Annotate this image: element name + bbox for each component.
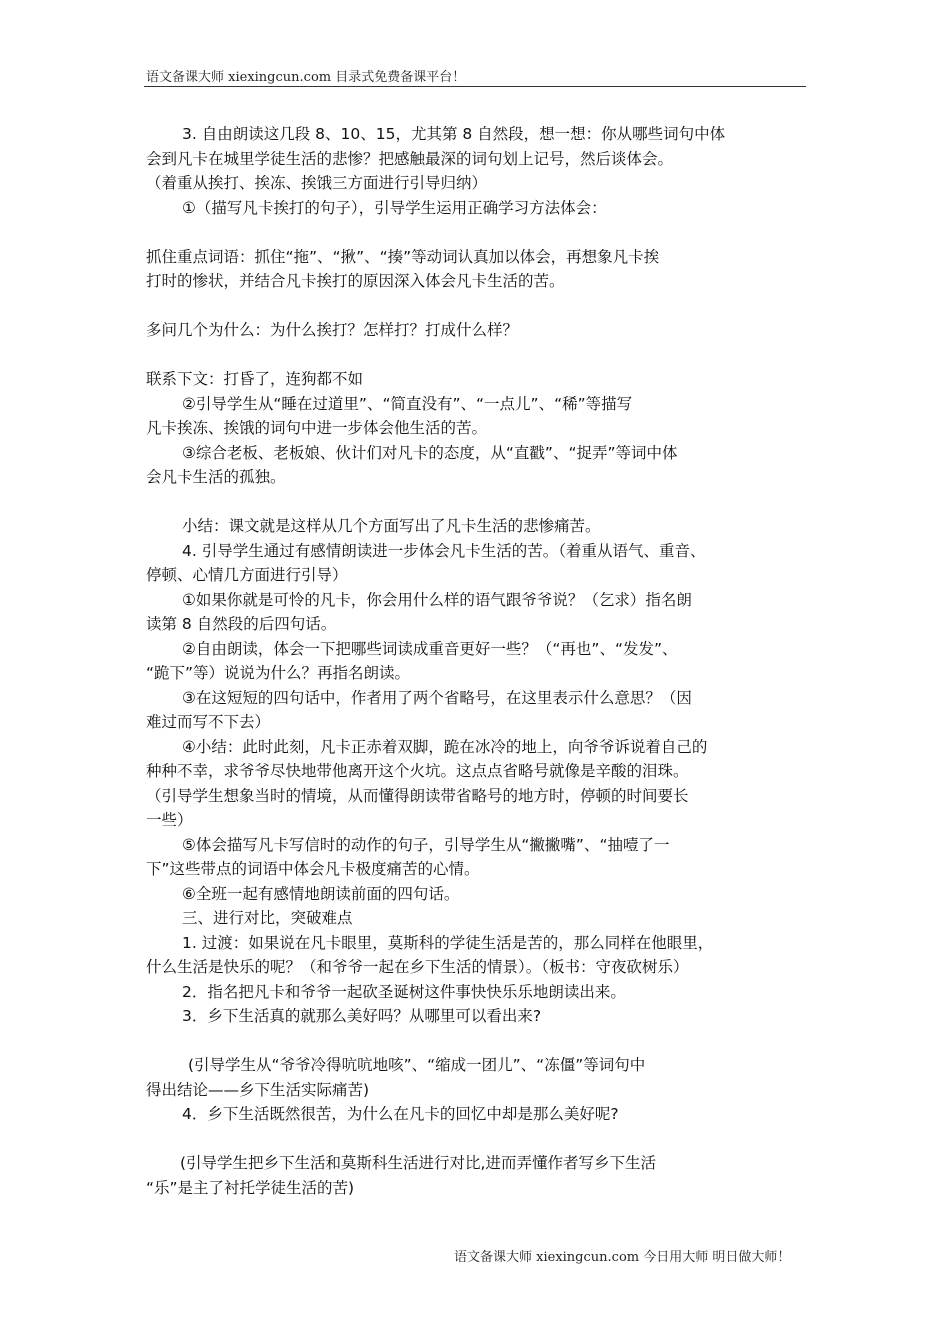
text-line: 1. 过渡：如果说在凡卡眼里，莫斯科的学徒生活是苦的，那么同样在他眼里， [182, 933, 714, 952]
blank-line [146, 1029, 810, 1054]
page-footer: 语文备课大师 xiexingcun.com 今日用大师 明日做大师！ [454, 1250, 791, 1265]
text-line: (引导学生从“爷爷冷得吭吭地咳”、“缩成一团儿”、“冻僵”等词句中 [188, 1056, 646, 1074]
text-line: 3. 自由朗读这几段 8、10、15，尤其第 8 自然段，想一想：你从哪些词句中体 [182, 125, 726, 143]
text-line: 多问几个为什么：为什么挨打？怎样打？打成什么样？ [146, 321, 519, 339]
text-line: 打时的惨状，并结合凡卡挨打的原因深入体会凡卡生活的苦。 [146, 272, 565, 290]
text-line: 抓住重点词语：抓住“拖”、“揪”、“揍”等动词认真加以体会，再想象凡卡挨 [146, 247, 660, 266]
text-line: ③在这短短的四句话中，作者用了两个省略号，在这里表示什么意思？（因 [182, 688, 692, 707]
blank-line [146, 343, 810, 368]
text-line: ⑤体会描写凡卡写信时的动作的句子，引导学生从“撇撇嘴”、“抽噎了一 [182, 835, 670, 854]
text-line: 停顿、心情几方面进行引导） [146, 566, 348, 584]
text-line: ⑥全班一起有感情地朗读前面的四句话。 [182, 884, 460, 903]
text-line: （引导学生想象当时的情境，从而懂得朗读带省略号的地方时，停顿的时间要长 [146, 786, 689, 805]
document-body [146, 122, 810, 1200]
blank-line [146, 220, 810, 245]
text-line: ①如果你就是可怜的凡卡，你会用什么样的语气跟爷爷说？（乞求）指名朗 [182, 590, 692, 609]
text-line: 下”这些带点的词语中体会凡卡极度痛苦的心情。 [146, 860, 480, 878]
text-line: (引导学生把乡下生活和莫斯科生活进行对比,进而弄懂作者写乡下生活 [180, 1154, 656, 1172]
text-line: 种种不幸，求爷爷尽快地带他离开这个火坑。这点点省略号就像是辛酸的泪珠。 [146, 762, 689, 780]
text-line: “乐”是主了衬托学徒生活的苦) [146, 1178, 355, 1197]
text-line: ②自由朗读，体会一下把哪些词读成重音更好一些？（“再也”、“发发”、 [182, 639, 678, 658]
blank-line [146, 1127, 810, 1152]
header-rule [144, 86, 806, 87]
text-line: 会凡卡生活的孤独。 [146, 468, 286, 486]
text-line: （着重从挨打、挨冻、挨饿三方面进行引导归纳） [146, 174, 488, 192]
text-line: ②引导学生从“睡在过道里”、“简直没有”、“一点儿”、“稀”等描写 [182, 394, 633, 413]
text-line: 2．指名把凡卡和爷爷一起砍圣诞树这件事快快乐乐地朗读出来。 [182, 982, 626, 1001]
text-line: “跪下”等）说说为什么？再指名朗读。 [146, 664, 411, 682]
blank-line [146, 490, 810, 515]
text-line: 什么生活是快乐的呢？（和爷爷一起在乡下生活的情景）。（板书：守夜砍树乐） [146, 958, 689, 976]
text-line: ①（描写凡卡挨打的句子），引导学生运用正确学习方法体会： [182, 198, 607, 217]
text-line: 读第 8 自然段的后四句话。 [146, 615, 337, 633]
text-line: 会到凡卡在城里学徒生活的悲惨？把感触最深的词句划上记号，然后谈体会。 [146, 149, 674, 168]
text-line: ③综合老板、老板娘、伙计们对凡卡的态度，从“直戳”、“捉弄”等词中体 [182, 443, 678, 462]
text-line: 小结：课文就是这样从几个方面写出了凡卡生活的悲惨痛苦。 [182, 517, 601, 535]
section-heading: 三、进行对比，突破难点 [182, 909, 353, 927]
blank-line [146, 294, 810, 319]
text-line: 一些） [146, 811, 193, 829]
text-line: 4．乡下生活既然很苦，为什么在凡卡的回忆中却是那么美好呢? [182, 1105, 619, 1123]
text-line: 得出结论——乡下生活实际痛苦) [146, 1080, 370, 1099]
text-line: ④小结：此时此刻，凡卡正赤着双脚，跪在冰冷的地上，向爷爷诉说着自己的 [182, 737, 708, 756]
text-line: 联系下文：打昏了，连狗都不如 [146, 370, 364, 388]
text-line: 4. 引导学生通过有感情朗读进一步体会凡卡生活的苦。（着重从语气、重音、 [182, 541, 706, 560]
text-line: 凡卡挨冻、挨饿的词句中进一步体会他生活的苦。 [146, 419, 488, 437]
text-line: 3．乡下生活真的就那么美好吗？从哪里可以看出来? [182, 1007, 542, 1025]
text-line: 难过而写不下去） [146, 713, 271, 731]
page-header: 语文备课大师 xiexingcun.com 目录式免费备课平台！ [146, 70, 466, 85]
